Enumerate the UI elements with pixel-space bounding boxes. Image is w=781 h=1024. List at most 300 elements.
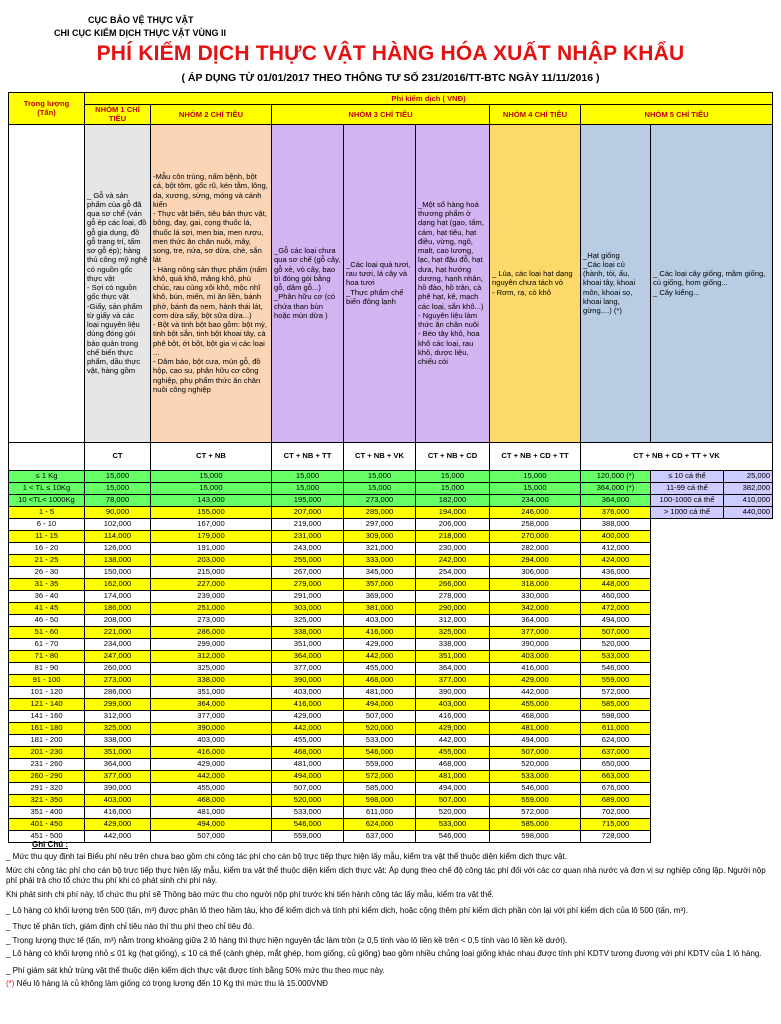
fee-cell: 460,000	[581, 590, 651, 602]
fee-cell: 286,000	[85, 686, 151, 698]
fee-cell: 364,000	[85, 758, 151, 770]
fee-row	[9, 818, 773, 830]
blank-cell	[651, 710, 773, 722]
blank-cell	[651, 530, 773, 542]
blank-cell	[651, 578, 773, 590]
fee-cell: 333,000	[344, 554, 416, 566]
fee-cell: 585,000	[581, 698, 651, 710]
fee-cell: 218,000	[416, 530, 490, 542]
fee-cell: 243,000	[272, 542, 344, 554]
document-header	[0, 0, 781, 92]
group-description: _Hạt giống _Các loại củ (hành, tỏi, ấu, khoai tây, khoai môn, khoai sọ, khoai lang, gừng....) (*)	[581, 124, 651, 442]
fee-cell: 15,000	[272, 482, 344, 494]
group-label-row	[9, 105, 773, 125]
weight-cell: 260 - 290	[9, 770, 85, 782]
fee-cell: 416,000	[272, 698, 344, 710]
fee-cell: 114,000	[85, 530, 151, 542]
weight-cell: 11 - 15	[9, 530, 85, 542]
fee-cell: 90,000	[85, 506, 151, 518]
weight-cell: 401 - 450	[9, 818, 85, 830]
fee-cell: 369,000	[344, 590, 416, 602]
fee-row	[9, 590, 773, 602]
fee-cell: 429,000	[344, 638, 416, 650]
fee-cell: 572,000	[490, 806, 581, 818]
fee-cell: 357,000	[344, 578, 416, 590]
weight-cell: 21 - 25	[9, 554, 85, 566]
fee-cell: 364,000	[272, 650, 344, 662]
fee-cell: 533,000	[581, 650, 651, 662]
weight-cell: 181 - 200	[9, 734, 85, 746]
fee-cell: 377,000	[416, 674, 490, 686]
fee-cell: 442,000	[85, 830, 151, 842]
fee-cell: 533,000	[490, 770, 581, 782]
group-label: NHÓM 5 CHỈ TIÊU	[581, 105, 773, 125]
fee-cell: 15,000	[344, 470, 416, 482]
fee-cell: 611,000	[581, 722, 651, 734]
blank-cell	[651, 734, 773, 746]
fee-cell: 15,000	[416, 470, 490, 482]
fee-cell: 338,000	[416, 638, 490, 650]
fee-cell: 442,000	[490, 686, 581, 698]
fee-cell: 559,000	[490, 794, 581, 806]
fee-row	[9, 782, 773, 794]
fee-cell: 162,000	[85, 578, 151, 590]
fee-cell: 351,000	[151, 686, 272, 698]
note-item: _ Lô hàng có khối lượng nhỏ ≤ 01 kg (hạt giống), ≤ 10 cá thể (cành ghép, mắt ghép, hom giống, củ giống) bao gồm nhiều chủng loại giống khác nhau được tính phí KDTV tương đương với phí KDTV của 1 lô hàng.	[6, 949, 762, 959]
fee-row	[9, 806, 773, 818]
blank-cell	[651, 590, 773, 602]
note-star	[6, 979, 774, 989]
group-description: _ Lúa, các loại hạt dạng nguyên chưa tách vỏ - Rơm, rạ, cỏ khô	[490, 124, 581, 442]
weight-cell: 16 - 20	[9, 542, 85, 554]
weight-cell: 161 - 180	[9, 722, 85, 734]
fee-cell: 255,000	[272, 554, 344, 566]
fee-cell: 251,000	[151, 602, 272, 614]
fee-cell: 507,000	[581, 626, 651, 638]
weight-cell: 51 - 60	[9, 626, 85, 638]
fee-row	[9, 554, 773, 566]
group-code: CT + NB + VK	[344, 442, 416, 470]
fee-row	[9, 674, 773, 686]
fee-cell: 559,000	[272, 830, 344, 842]
fee-cell: 286,000	[151, 626, 272, 638]
fee-cell: 494,000	[581, 614, 651, 626]
notes-title: Ghi Chú :	[32, 840, 68, 849]
fee-cell: 351,000	[272, 638, 344, 650]
fee-cell: 520,000	[490, 758, 581, 770]
blank-cell	[651, 542, 773, 554]
fee-cell: 15,000	[490, 482, 581, 494]
weight-desc-blank	[9, 124, 85, 442]
fee-cell: 390,000	[151, 722, 272, 734]
fee-cell: 364,000	[151, 698, 272, 710]
extra-count-cell: 11-99 cá thể	[651, 482, 724, 494]
weight-cell: 201 - 230	[9, 746, 85, 758]
fee-cell: 258,000	[490, 518, 581, 530]
fee-cell: 448,000	[581, 578, 651, 590]
fee-cell: 572,000	[581, 686, 651, 698]
fee-cell: 325,000	[416, 626, 490, 638]
fee-cell: 728,000	[581, 830, 651, 842]
fee-cell: 381,000	[344, 602, 416, 614]
group-code: CT + NB	[151, 442, 272, 470]
weight-cell: 81 - 90	[9, 662, 85, 674]
fee-cell: 318,000	[490, 578, 581, 590]
weight-cell: 36 - 40	[9, 590, 85, 602]
weight-cell: 71 - 80	[9, 650, 85, 662]
fee-cell: 325,000	[85, 722, 151, 734]
notes-section	[6, 840, 774, 992]
fee-cell: 299,000	[151, 638, 272, 650]
fee-cell: 559,000	[581, 674, 651, 686]
note-item: Mức chi công tác phí cho cán bộ trực tiếp thực hiện lấy mẫu, kiểm tra vật thể thuộc diện kiểm dịch thực vật: Áp dụng theo chế độ công tác phí đối với các cơ quan nhà nước và đơn vị sự nghiệp công lập. Người nộp phí phải trả cho tổ chức thu phí khi có phát sinh chi phí này.	[6, 865, 766, 886]
fee-cell: 273,000	[85, 674, 151, 686]
fee-cell: 388,000	[581, 518, 651, 530]
fee-row	[9, 518, 773, 530]
blank-cell	[651, 686, 773, 698]
group-label: NHÓM 2 CHỈ TIÊU	[151, 105, 272, 125]
fee-cell: 306,000	[490, 566, 581, 578]
fee-cell: 364,000	[416, 662, 490, 674]
weight-cell: 26 - 30	[9, 566, 85, 578]
fee-cell: 345,000	[344, 566, 416, 578]
blank-cell	[651, 782, 773, 794]
extra-count-cell: > 1000 cá thể	[651, 506, 724, 518]
fee-cell: 507,000	[272, 782, 344, 794]
extra-count-cell: ≤ 10 cá thể	[651, 470, 724, 482]
fee-cell: 294,000	[490, 554, 581, 566]
fee-row	[9, 506, 773, 518]
fee-row	[9, 794, 773, 806]
weight-cell: 101 - 120	[9, 686, 85, 698]
fee-cell: 231,000	[272, 530, 344, 542]
weight-cell: 121 - 140	[9, 698, 85, 710]
weight-cell: 291 - 320	[9, 782, 85, 794]
group-code: CT + NB + CD + TT	[490, 442, 581, 470]
fee-cell: 689,000	[581, 794, 651, 806]
weight-cell: 61 - 70	[9, 638, 85, 650]
fee-cell: 279,000	[272, 578, 344, 590]
star-text: Nếu lô hàng là củ không làm giống có trọng lượng đến 10 Kg thì mức thu là 15.000VNĐ	[14, 978, 328, 988]
blank-cell	[651, 626, 773, 638]
document-title: PHÍ KIỂM DỊCH THỰC VẬT HÀNG HÓA XUẤT NHẬP KHẨU	[96, 42, 685, 65]
fee-row	[9, 566, 773, 578]
fee-cell: 403,000	[151, 734, 272, 746]
fee-cell: 663,000	[581, 770, 651, 782]
fee-cell: 507,000	[416, 794, 490, 806]
fee-row	[9, 470, 773, 482]
fee-cell: 472,000	[581, 602, 651, 614]
blank-cell	[651, 554, 773, 566]
group-description: _Các loại quả tươi, rau tươi, lá cây và hoa tươi _Thực phẩm chế biến đông lạnh	[344, 124, 416, 442]
fee-cell: 364,000	[490, 614, 581, 626]
fee-row	[9, 638, 773, 650]
fee-cell: 15,000	[416, 482, 490, 494]
fee-cell: 377,000	[85, 770, 151, 782]
fee-cell: 364,000	[581, 494, 651, 506]
blank-cell	[651, 758, 773, 770]
fee-cell: 442,000	[344, 650, 416, 662]
fee-row	[9, 686, 773, 698]
fee-cell: 442,000	[416, 734, 490, 746]
note-item: _ Lô hàng có khối lượng trên 500 (tấn, m³) được phân lô theo hầm tàu, kho để kiểm dịch và tính phí kiểm dịch, hoặc cộng thêm phí kiểm dịch phần còn lại với phí kiểm dịch của lô 500 (tấn, m³).	[6, 905, 688, 915]
description-row	[9, 124, 773, 442]
fee-cell: 546,000	[344, 746, 416, 758]
extra-fee-cell: 410,000	[724, 494, 773, 506]
fee-cell: 429,000	[272, 710, 344, 722]
fee-cell: 246,000	[490, 506, 581, 518]
weight-cell: 41 - 45	[9, 602, 85, 614]
fee-row	[9, 530, 773, 542]
fee-cell: 416,000	[151, 746, 272, 758]
fee-cell: 520,000	[272, 794, 344, 806]
fee-cell: 312,000	[85, 710, 151, 722]
fee-cell: 533,000	[344, 734, 416, 746]
fee-cell: 702,000	[581, 806, 651, 818]
fee-cell: 546,000	[272, 818, 344, 830]
fee-row	[9, 542, 773, 554]
fee-cell: 273,000	[151, 614, 272, 626]
fee-cell: 179,000	[151, 530, 272, 542]
fee-cell: 260,000	[85, 662, 151, 674]
fee-cell: 120,000 (*)	[581, 470, 651, 482]
fee-cell: 481,000	[272, 758, 344, 770]
fee-cell: 598,000	[490, 830, 581, 842]
fee-cell: 330,000	[490, 590, 581, 602]
fee-cell: 194,000	[416, 506, 490, 518]
fee-cell: 494,000	[151, 818, 272, 830]
weight-cell: 10 <TL< 1000Kg	[9, 494, 85, 506]
fee-cell: 15,000	[490, 470, 581, 482]
weight-cell: ≤ 1 Kg	[9, 470, 85, 482]
fee-row	[9, 770, 773, 782]
fee-cell: 208,000	[85, 614, 151, 626]
group-code: CT + NB + CD	[416, 442, 490, 470]
fee-cell: 559,000	[344, 758, 416, 770]
fee-cell: 429,000	[85, 818, 151, 830]
fee-cell: 598,000	[344, 794, 416, 806]
fee-cell: 572,000	[344, 770, 416, 782]
blank-cell	[651, 806, 773, 818]
fee-cell: 546,000	[416, 830, 490, 842]
group-label: NHÓM 4 CHỈ TIÊU	[490, 105, 581, 125]
fee-cell: 624,000	[344, 818, 416, 830]
fee-cell: 455,000	[272, 734, 344, 746]
fee-cell: 546,000	[581, 662, 651, 674]
fee-cell: 468,000	[272, 746, 344, 758]
fee-cell: 403,000	[416, 698, 490, 710]
fee-cell: 520,000	[416, 806, 490, 818]
fee-cell: 227,000	[151, 578, 272, 590]
fee-cell: 15,000	[344, 482, 416, 494]
fee-cell: 167,000	[151, 518, 272, 530]
blank-cell	[651, 650, 773, 662]
fee-cell: 429,000	[151, 758, 272, 770]
fee-cell: 221,000	[85, 626, 151, 638]
fee-cell: 247,000	[85, 650, 151, 662]
group-label: NHÓM 1 CHỈ TIÊU	[85, 105, 151, 125]
blank-cell	[651, 602, 773, 614]
fee-cell: 468,000	[151, 794, 272, 806]
fee-cell: 203,000	[151, 554, 272, 566]
fee-cell: 546,000	[490, 782, 581, 794]
blank-cell	[651, 518, 773, 530]
extra-fee-cell: 25,000	[724, 470, 773, 482]
fee-cell: 442,000	[151, 770, 272, 782]
fee-cell: 624,000	[581, 734, 651, 746]
fee-cell: 325,000	[151, 662, 272, 674]
fee-cell: 416,000	[85, 806, 151, 818]
fee-cell: 278,000	[416, 590, 490, 602]
fee-cell: 191,000	[151, 542, 272, 554]
fee-cell: 598,000	[581, 710, 651, 722]
fee-cell: 186,000	[85, 602, 151, 614]
blank-cell	[651, 614, 773, 626]
fee-cell: 242,000	[416, 554, 490, 566]
fee-cell: 303,000	[272, 602, 344, 614]
fee-cell: 182,000	[416, 494, 490, 506]
blank-cell	[651, 638, 773, 650]
fee-cell: 338,000	[151, 674, 272, 686]
fee-cell: 377,000	[272, 662, 344, 674]
fee-cell: 15,000	[151, 470, 272, 482]
fee-cell: 481,000	[416, 770, 490, 782]
weight-cell: 31 - 35	[9, 578, 85, 590]
fee-table	[8, 92, 773, 843]
fee-row	[9, 482, 773, 494]
group-code: CT + NB + TT	[272, 442, 344, 470]
fee-cell: 416,000	[490, 662, 581, 674]
fee-cell: 494,000	[272, 770, 344, 782]
weight-cell: 351 - 400	[9, 806, 85, 818]
fee-cell: 377,000	[151, 710, 272, 722]
fee-cell: 239,000	[151, 590, 272, 602]
fee-cell: 290,000	[416, 602, 490, 614]
weight-code-blank	[9, 442, 85, 470]
note-item: _ Phí giám sát khử trùng vật thể thuộc diện kiểm dịch thực vật được tính bằng 50% mức thu theo mục này.	[6, 965, 385, 975]
fee-cell: 78,000	[85, 494, 151, 506]
blank-cell	[651, 746, 773, 758]
fee-cell: 507,000	[151, 830, 272, 842]
blank-cell	[651, 698, 773, 710]
fee-row	[9, 614, 773, 626]
fee-cell: 429,000	[490, 674, 581, 686]
fee-cell: 390,000	[272, 674, 344, 686]
group-label: NHÓM 3 CHỈ TIÊU	[272, 105, 490, 125]
fee-row	[9, 626, 773, 638]
weight-cell: 141 - 160	[9, 710, 85, 722]
group-description: _Gỗ các loại chưa qua sơ chế (gỗ cây, gỗ xẻ, vỏ cây, bao bì đóng gói bằng gỗ, dăm gỗ...) _Phân hữu cơ (có chứa than bùn hoặc mùn dừa )	[272, 124, 344, 442]
fee-row	[9, 650, 773, 662]
weight-cell: 231 - 260	[9, 758, 85, 770]
fee-cell: 254,000	[416, 566, 490, 578]
fee-cell: 481,000	[151, 806, 272, 818]
group-description: _ Các loại cây giống, mầm giống, củ giống, hom giống... _ Cây kiểng...	[651, 124, 773, 442]
fee-cell: 266,000	[416, 578, 490, 590]
group-description: -Mẫu côn trùng, nấm bệnh, bột cá, bột tôm, gốc rũ, kén tằm, lông, da, xương, sừng, móng và cánh kiến - Thực vật biển, tiêu bản thực vật, bông, đay, gai, cọng thuốc lá, thuốc lá sợi, men bia, men rượu, men thức ăn chăn nuôi, mây, song, tre, nứa, sơ dừa, chè, sắn lát - Hàng nông sản thực phẩm (nấm khô, quả khô, măng khô, phù chúc, rau củng xôi khô, mộc nhĩ khô, bún, miến, mì ăn liền, bánh phở, bánh đa nem, hành thái lát, cơm dừa sấy, bột sữa dừa...) - Bột và tinh bột bao gồm: bột mỳ, tinh bột sắn, tinh bột khoai tây, cà phê bột, ớt bột, bột gia vị các loại ... - Dăm bào, bột cưa, mùn gỗ, đồ hộp, cao su, phân hữu cơ công nghiệp, phụ phẩm thức ăn chăn nuôi công nghiệp	[151, 124, 272, 442]
fee-cell: 494,000	[490, 734, 581, 746]
fee-cell: 230,000	[416, 542, 490, 554]
fee-cell: 650,000	[581, 758, 651, 770]
blank-cell	[651, 674, 773, 686]
fee-cell: 390,000	[416, 686, 490, 698]
blank-cell	[651, 794, 773, 806]
fee-cell: 155,000	[151, 506, 272, 518]
fee-cell: 338,000	[272, 626, 344, 638]
fee-cell: 455,000	[344, 662, 416, 674]
document-subtitle: ( ÁP DỤNG TỪ 01/01/2017 THEO THÔNG TƯ SỐ 231/2016/TT-BTC NGÀY 11/11/2016 )	[181, 72, 600, 84]
fee-cell: 195,000	[272, 494, 344, 506]
fee-row	[9, 602, 773, 614]
extra-count-cell: 100-1000 cá thể	[651, 494, 724, 506]
fee-row	[9, 662, 773, 674]
fee-cell: 351,000	[416, 650, 490, 662]
fee-cell: 585,000	[344, 782, 416, 794]
group-description: _ Gỗ và sản phẩm của gỗ đã qua sơ chế (ván gỗ ép các loại, đồ gỗ gia dụng, đồ gỗ trang trí, tấm sơ gỗ ép); hàng thủ công mỹ nghệ có nguồn gốc thực vật - Sợi có nguồn gốc thực vật -Giấy, sản phẩm từ giấy và các loại nguyên liệu dùng đóng gói bảo quản trong chế biến thực phẩm, dầu thực vật, hàng gồm	[85, 124, 151, 442]
org-name: CỤC BẢO VỆ THỰC VẬT	[88, 15, 194, 25]
fee-cell: 215,000	[151, 566, 272, 578]
fee-table-header	[9, 93, 773, 471]
fee-cell: 126,000	[85, 542, 151, 554]
fee-cell: 455,000	[490, 698, 581, 710]
weight-header: Trọng lượng (Tấn)	[9, 93, 85, 125]
fee-cell: 309,000	[344, 530, 416, 542]
fee-cell: 377,000	[490, 626, 581, 638]
fee-cell: 468,000	[416, 758, 490, 770]
fee-cell: 102,000	[85, 518, 151, 530]
fee-cell: 206,000	[416, 518, 490, 530]
fee-cell: 403,000	[490, 650, 581, 662]
note-item: _ Mức thu quy định tại Biểu phí nêu trên chưa bao gồm chi công tác phí cho cán bộ trực tiếp thực hiện lấy mẫu, kiểm tra vật thể thuộc diện kiểm dịch thực vật.	[6, 852, 567, 862]
fee-cell: 325,000	[272, 614, 344, 626]
fee-cell: 15,000	[272, 470, 344, 482]
fee-cell: 520,000	[581, 638, 651, 650]
fee-cell: 291,000	[272, 590, 344, 602]
fee-cell: 637,000	[581, 746, 651, 758]
fee-cell: 15,000	[85, 470, 151, 482]
extra-fee-cell: 382,000	[724, 482, 773, 494]
note-item: Khi phát sinh chi phí này, tổ chức thu phí sẽ Thông báo mức thu cho người nộp phí trước khi tiến hành công tác lấy mẫu, kiểm tra vật thể.	[6, 889, 494, 899]
fee-cell: 416,000	[416, 710, 490, 722]
fee-row	[9, 734, 773, 746]
fee-cell: 403,000	[344, 614, 416, 626]
fee-cell: 507,000	[490, 746, 581, 758]
fee-row	[9, 746, 773, 758]
fee-row	[9, 710, 773, 722]
org-subdivision: CHI CỤC KIỂM DỊCH THỰC VẬT VÙNG II	[54, 28, 226, 38]
fee-cell: 297,000	[344, 518, 416, 530]
star-mark: (*)	[6, 978, 15, 988]
fee-row	[9, 698, 773, 710]
fee-cell: 312,000	[416, 614, 490, 626]
weight-cell: 91 - 100	[9, 674, 85, 686]
blank-cell	[651, 662, 773, 674]
blank-cell	[651, 818, 773, 830]
fee-cell: 481,000	[344, 686, 416, 698]
fee-cell: 321,000	[344, 542, 416, 554]
fee-cell: 585,000	[490, 818, 581, 830]
fee-row	[9, 722, 773, 734]
fee-cell: 234,000	[490, 494, 581, 506]
fee-cell: 468,000	[344, 674, 416, 686]
code-row	[9, 442, 773, 470]
fee-cell: 403,000	[85, 794, 151, 806]
fee-row	[9, 494, 773, 506]
fee-cell: 455,000	[151, 782, 272, 794]
weight-cell: 46 - 50	[9, 614, 85, 626]
weight-cell: 1 < TL ≤ 10Kg	[9, 482, 85, 494]
fee-cell: 15,000	[85, 482, 151, 494]
